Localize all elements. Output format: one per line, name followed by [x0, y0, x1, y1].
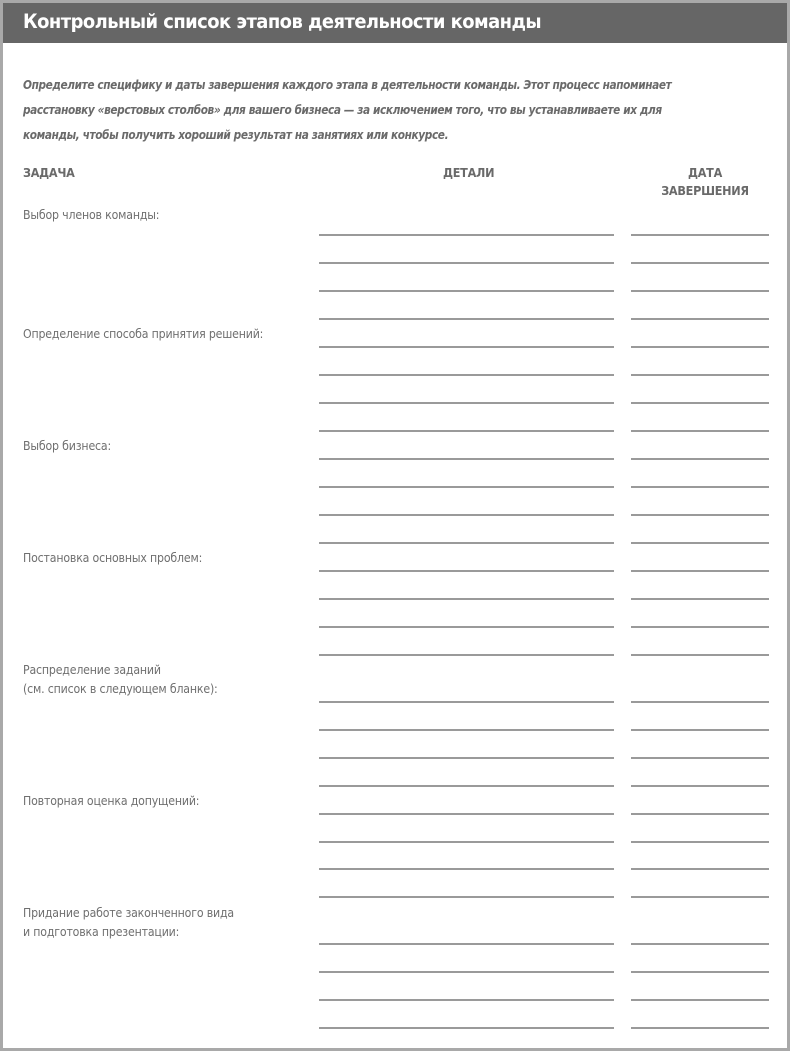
completion-date-input-line[interactable] — [631, 841, 769, 843]
completion-date-input-line[interactable] — [631, 402, 769, 404]
details-input-line[interactable] — [319, 971, 614, 973]
completion-date-input-line[interactable] — [631, 999, 769, 1001]
completion-date-input-line[interactable] — [631, 943, 769, 945]
task-label-text: (см. список в следующем бланке): — [23, 680, 218, 696]
completion-date-input-line[interactable] — [631, 262, 769, 264]
completion-date-input-line[interactable] — [631, 318, 769, 320]
intro-line: расстановку «верстовых столбов» для вашего бизнеса — за исключением того, что вы устанавливаете их для — [23, 103, 662, 117]
details-input-line[interactable] — [319, 841, 614, 843]
details-input-line[interactable] — [319, 318, 614, 320]
details-input-line[interactable] — [319, 234, 614, 236]
details-input-line[interactable] — [319, 346, 614, 348]
completion-date-input-line[interactable] — [631, 374, 769, 376]
completion-date-input-line[interactable] — [631, 598, 769, 600]
task-label-text: Выбор членов команды: — [23, 207, 160, 222]
details-input-line[interactable] — [319, 486, 614, 488]
completion-date-input-line[interactable] — [631, 729, 769, 731]
completion-date-input-line[interactable] — [631, 626, 769, 628]
completion-date-input-line[interactable] — [631, 430, 769, 432]
task-label-team-members — [23, 206, 159, 225]
details-input-line[interactable] — [319, 813, 614, 815]
completion-date-input-line[interactable] — [631, 290, 769, 292]
task-label-decision-method — [23, 325, 263, 344]
completion-date-input-line[interactable] — [631, 486, 769, 488]
details-input-line[interactable] — [319, 868, 614, 870]
title-bar — [3, 3, 787, 43]
task-label-text: Распределение заданий — [23, 662, 161, 677]
task-label-text: Определение способа принятия решений: — [23, 326, 264, 341]
column-header-completion-date — [629, 164, 782, 200]
task-label-business-choice — [23, 437, 111, 456]
completion-date-input-line[interactable] — [631, 542, 769, 544]
task-label-task-distribution — [23, 661, 218, 698]
completion-date-input-line[interactable] — [631, 701, 769, 703]
details-input-line[interactable] — [319, 262, 614, 264]
task-label-text: Повторная оценка допущений: — [23, 793, 200, 808]
details-input-line[interactable] — [319, 757, 614, 759]
completion-date-input-line[interactable] — [631, 346, 769, 348]
completion-date-input-line[interactable] — [631, 757, 769, 759]
details-input-line[interactable] — [319, 701, 614, 703]
task-label-text: Постановка основных проблем: — [23, 550, 203, 565]
details-input-line[interactable] — [319, 896, 614, 898]
completion-date-input-line[interactable] — [631, 785, 769, 787]
details-input-line[interactable] — [319, 626, 614, 628]
completion-date-input-line[interactable] — [631, 514, 769, 516]
details-input-line[interactable] — [319, 785, 614, 787]
details-input-line[interactable] — [319, 430, 614, 432]
details-input-line[interactable] — [319, 598, 614, 600]
task-label-text: Выбор бизнеса: — [23, 438, 111, 453]
column-header-task: ЗАДАЧА — [23, 165, 75, 180]
column-header-date-line2: ЗАВЕРШЕНИЯ — [661, 183, 749, 198]
details-input-line[interactable] — [319, 654, 614, 656]
completion-date-input-line[interactable] — [631, 813, 769, 815]
details-input-line[interactable] — [319, 542, 614, 544]
completion-date-input-line[interactable] — [631, 654, 769, 656]
column-header-date-line1: ДАТА — [687, 165, 723, 180]
completion-date-input-line[interactable] — [631, 234, 769, 236]
details-input-line[interactable] — [319, 999, 614, 1001]
details-input-line[interactable] — [319, 729, 614, 731]
completion-date-input-line[interactable] — [631, 570, 769, 572]
details-input-line[interactable] — [319, 1027, 614, 1029]
task-label-text: и подготовка презентации: — [23, 923, 180, 939]
column-header-details: ДЕТАЛИ — [443, 165, 495, 180]
intro-line: Определите специфику и даты завершения каждого этапа в деятельности команды. Этот процесс напоминает — [23, 78, 672, 92]
intro-paragraph — [23, 73, 783, 148]
details-input-line[interactable] — [319, 290, 614, 292]
task-label-finalize-presentation — [23, 904, 234, 941]
task-label-text: Придание работе законченного вида — [23, 905, 234, 920]
completion-date-input-line[interactable] — [631, 1027, 769, 1029]
completion-date-input-line[interactable] — [631, 896, 769, 898]
page-title: Контрольный список этапов деятельности команды — [23, 10, 542, 33]
details-input-line[interactable] — [319, 402, 614, 404]
details-input-line[interactable] — [319, 514, 614, 516]
task-label-reassess-assumptions — [23, 792, 199, 811]
completion-date-input-line[interactable] — [631, 971, 769, 973]
intro-line: команды, чтобы получить хороший результат на занятиях или конкурсе. — [23, 128, 449, 142]
completion-date-input-line[interactable] — [631, 458, 769, 460]
details-input-line[interactable] — [319, 943, 614, 945]
details-input-line[interactable] — [319, 458, 614, 460]
task-label-key-problems — [23, 549, 202, 568]
completion-date-input-line[interactable] — [631, 868, 769, 870]
details-input-line[interactable] — [319, 570, 614, 572]
details-input-line[interactable] — [319, 374, 614, 376]
